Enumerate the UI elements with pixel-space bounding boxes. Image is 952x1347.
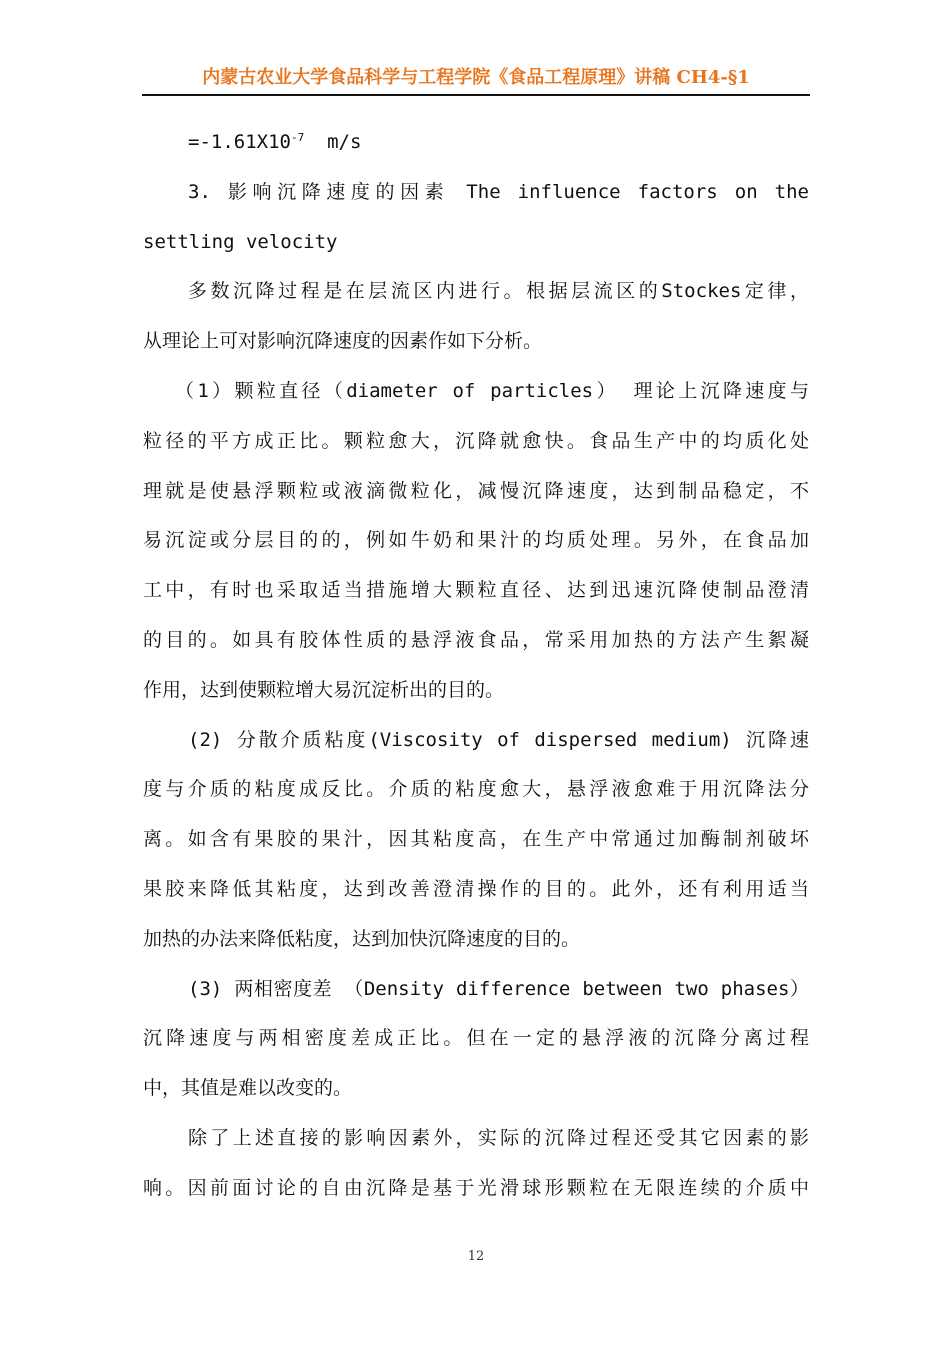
closing-line: 响。因前面讨论的自由沉降是基于光滑球形颗粒在无限连续的介质中: [143, 1176, 809, 1199]
formula-prefix: =-1.61X10: [188, 131, 291, 153]
intro-line2: 从理论上可对影响沉降速度的因素作如下分析。: [143, 330, 543, 353]
header-title: 内蒙古农业大学食品科学与工程学院《食品工程原理》讲稿 CH4-§1: [202, 67, 750, 88]
formula-exponent: -7: [290, 131, 305, 144]
section3-heading-line2: settling velocity: [143, 230, 338, 253]
intro-line1: 多数沉降过程是在层流区内进行。根据层流区的Stockes定律，: [188, 280, 809, 303]
factor1-line: 作用，达到使颗粒增大易沉淀析出的目的。: [143, 678, 505, 701]
factor2-line: 加热的办法来降低粘度，达到加快沉降速度的目的。: [143, 927, 581, 950]
factor2-line: 果胶来降低其粘度，达到改善澄清操作的目的。此外，还有利用适当: [143, 877, 809, 900]
factor1-line: 易沉淀或分层目的的，例如牛奶和果汁的均质处理。另外，在食品加: [143, 529, 809, 552]
factor1-line: （1）颗粒直径（diameter of particles） 理论上沉降速度与: [175, 379, 809, 402]
factor3-line: 中，其值是难以改变的。: [143, 1077, 353, 1100]
factor2-line: 度与介质的粘度成反比。介质的粘度愈大，悬浮液愈难于用沉降法分: [143, 778, 809, 801]
formula-line: [143, 118, 809, 168]
document-body: [143, 118, 809, 1214]
factor3-line: 沉降速度与两相密度差成正比。但在一定的悬浮液的沉降分离过程: [143, 1027, 809, 1050]
page-number: 12: [467, 1249, 485, 1264]
factor1-line: 工中，有时也采取适当措施增大颗粒直径、达到迅速沉降使制品澄清: [143, 579, 809, 602]
closing-line: 除了上述直接的影响因素外，实际的沉降过程还受其它因素的影: [188, 1126, 809, 1149]
formula-unit: m/s: [304, 131, 362, 153]
page-header: [142, 66, 810, 96]
factor3-line: (3) 两相密度差 （Density difference between two phases）: [188, 977, 809, 1000]
factor2-line: (2) 分散介质粘度(Viscosity of dispersed medium) 沉降速: [188, 728, 809, 751]
factor1-line: 粒径的平方成正比。颗粒愈大，沉降就愈快。食品生产中的均质化处: [143, 429, 809, 452]
section3-heading-line1: 3. 影响沉降速度的因素 The influence factors on the: [188, 180, 809, 203]
factor1-line: 的目的。如具有胶体性质的悬浮液食品，常采用加热的方法产生絮凝: [143, 628, 809, 651]
factor2-line: 离。如含有果胶的果汁，因其粘度高，在生产中常通过加酶制剂破坏: [143, 828, 809, 851]
factor1-line: 理就是使悬浮颗粒或液滴微粒化，减慢沉降速度，达到制品稳定，不: [143, 479, 809, 502]
